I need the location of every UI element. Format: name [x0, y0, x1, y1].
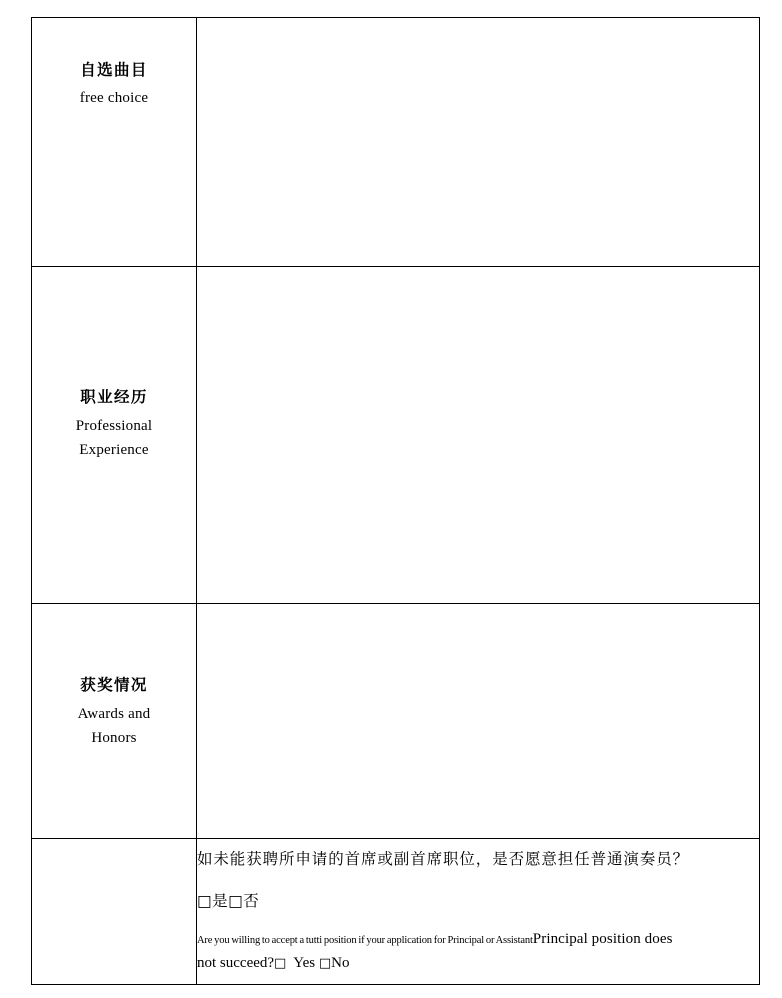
label-english-line: Honors [91, 730, 137, 747]
label-english-line: free choice [79, 90, 149, 107]
question-cell-tutti-position [197, 839, 760, 985]
row-label-cell-professional-experience [32, 267, 197, 604]
question-english-line2-row [197, 953, 759, 975]
label-english-line: Awards and [77, 705, 151, 722]
field-input-free-choice[interactable] [197, 18, 760, 267]
option-label-yes: Yes [293, 954, 316, 971]
question-english-part2: Principal position does [532, 930, 673, 947]
answer-options-chinese[interactable] [197, 891, 759, 911]
checkbox-no-english[interactable]: □ [318, 955, 332, 971]
table-row [32, 604, 760, 839]
option-label-no: No [331, 954, 350, 971]
label-chinese-awards-and-honors: 获奖情况 [80, 675, 148, 695]
checkbox-yes-chinese[interactable]: □是□否 [197, 891, 260, 910]
label-chinese-professional-experience: 职业经历 [80, 387, 148, 407]
row-label-cell-awards-and-honors [32, 604, 197, 839]
label-chinese-free-choice: 自选曲目 [80, 59, 148, 79]
table-row [32, 267, 760, 604]
label-english-line: Professional [75, 417, 153, 434]
row-label-cell-empty [32, 839, 197, 985]
label-english-professional-experience [38, 414, 190, 463]
question-english-part1: Are you willing to accept a tutti position if your application for Principal or Assistant [197, 934, 533, 946]
row-label-cell-free-choice [32, 18, 197, 267]
question-text-chinese: 如未能获聘所申请的首席或副首席职位，是否愿意担任普通演奏员？ [197, 849, 690, 868]
label-block [32, 59, 196, 223]
question-english-line2: not succeed? [197, 954, 275, 971]
question-text-english [197, 927, 759, 975]
table-row [32, 18, 760, 267]
label-english-line: Experience [79, 442, 149, 459]
label-block [32, 677, 196, 764]
field-input-professional-experience[interactable] [197, 267, 760, 604]
label-english-free-choice [38, 86, 190, 110]
application-form-table [31, 17, 760, 985]
field-input-awards-and-honors[interactable] [197, 604, 760, 839]
table-row [32, 839, 760, 985]
table-body [32, 18, 760, 985]
label-block [32, 389, 196, 480]
checkbox-yes-english[interactable]: □ [274, 955, 287, 971]
label-english-awards-and-honors [38, 702, 190, 751]
